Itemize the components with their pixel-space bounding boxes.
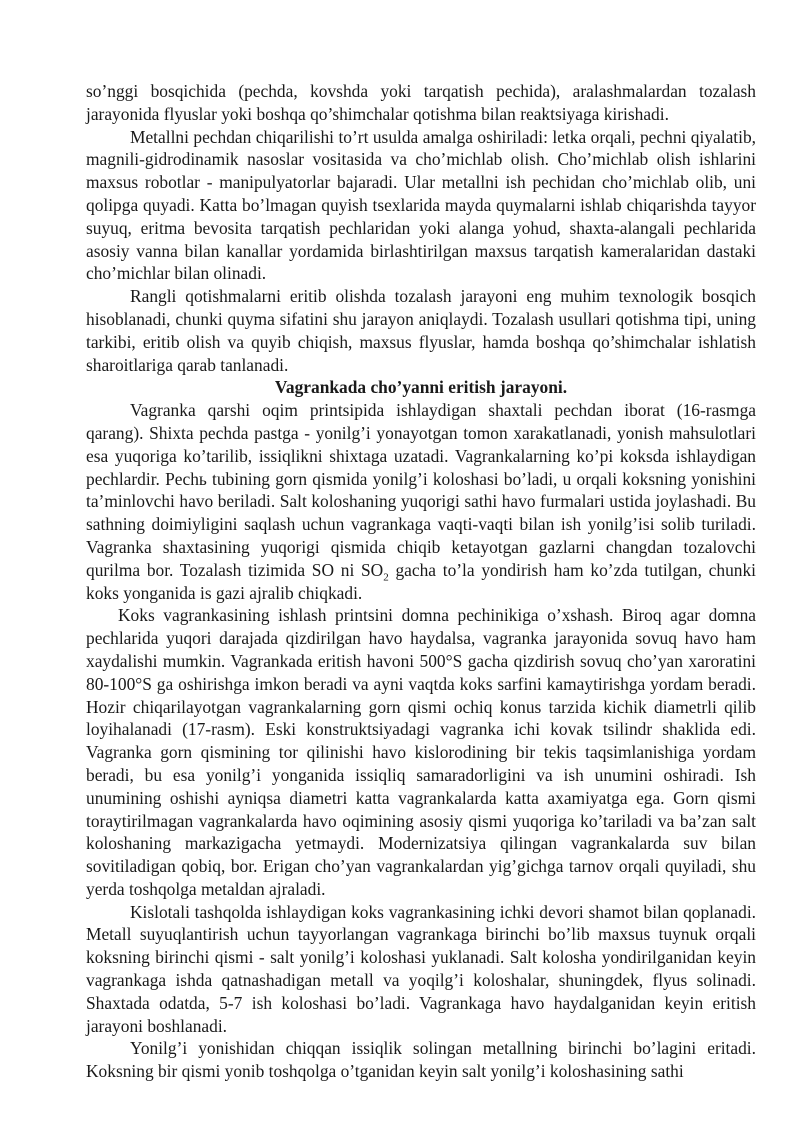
paragraph-4-text-end: gacha to’la yondirish ham ko’zda tutilgan, chunki koks yonganida is gazi ajralib chiqkadi.	[86, 559, 756, 603]
paragraph-4	[86, 399, 756, 604]
paragraph-1: so’nggi bosqichida (pechda, kovshda yoki tarqatish pechida), aralashmalardan tozalash jarayonida flyuslar yoki boshqa qo’shimchalar qotishma bilan reaktsiyaga kirishadi.	[86, 81, 756, 124]
document-page	[86, 80, 756, 1083]
paragraph-5: Koks vagrankasining ishlash printsini domna pechinikiga o’xshash. Biroq agar domna pechlarida yuqori darajada qizdirilgan havo haydalsa, vagranka jarayonida sovuq havo ham xaydalishi mumkin. Vagrankada eritish havoni 500°S gacha qizdirish sovuq cho’yan xaroratini 80-100°S ga oshirishga imkon beradi va ayni vaqtda koks sarfini kamaytirishga yordam beradi. Hozir chiqarilayotgan vagrankalarning gorn qismi ochiq konus tarzida kichik diametrli qilib loyihalanadi (17-rasm). Eski konstruktsiyadagi vagranka ichi kovak tsilindr shaklida edi. Vagranka gorn qismining tor qilinishi havo kislorodining bir tekis taqsimlanishiga yordam beradi, bu esa yonilg’i yonganida issiqliq samaradorligini va ish unumini oshiradi. Ish unumining oshishi ayniqsa diametri katta vagrankalarda katta axamiyatga ega. Gorn qismi toraytirilmagan vagrankalarda havo oqimining asosiy qismi yuqoriga ko’tariladi va ba’zan salt koloshaning markazigacha yetmaydi. Modernizatsiya qilingan vagrankalarda suv bilan sovitiladigan qobiq, bor. Erigan cho’yan vagrankalardan yig’gichga tarnov orqali quyiladi, shu yerda toshqolga metaldan ajraladi.	[86, 605, 756, 899]
paragraph-7: Yonilg’i yonishidan chiqqan issiqlik solingan metallning birinchi bo’lagini eritadi. Koksning bir qismi yonib toshqolga o’tganidan keyin salt yonilg’i koloshasining sathi	[86, 1038, 756, 1082]
section-heading: Vagrankada cho’yanni eritish jarayoni.	[274, 377, 568, 398]
paragraph-2: Metallni pechdan chiqarilishi to’rt usulda amalga oshiriladi: letka orqali, pechni qiyalatib, magnili-gidrodinamik nasoslar vositasida va cho’michlab olish. Cho’michlab olish ishlarini maxsus robotlar - manipulyatorlar bajaradi. Ular metallni ish pechidan cho’michlab olib, uni qolipga quyadi. Katta bo’lmagan quyish tsexlarida mayda quymalarni ishlab chiqarishda tayyor suyuq, eritma bevosita tarqatish pechlaridan yoki alanga yohud, shaxta-alangali pechlarida asosiy vanna bilan kanallar yordamida birlashtirilgan maxsus tarqatish kameralaridan dastaki cho’michlar bilan olinadi.	[86, 126, 756, 284]
subscript-2: 2	[383, 571, 389, 584]
paragraph-3: Rangli qotishmalarni eritib olishda tozalash jarayoni eng muhim texnologik bosqich hisoblanadi, chunki quyma sifatini shu jarayon aniqlaydi. Tozalash usullari qotishma tipi, uning tarkibi, eritib olish va quyib chiqish, maxsus flyuslar, hamda boshqa qo’shimchalar ishlatish sharoitlariga qarab tanlanadi.	[86, 286, 756, 375]
paragraph-4-text: Vagranka qarshi oqim printsipida ishlaydigan shaxtali pechdan iborat (16-rasmga qarang). Shixta pechda pastga - yonilg’i yonayotgan tomon xarakatlanadi, yonish mahsulotlari esa yuqoriga ko’tarilib, issiqlikni shixtaga uzatadi. Vagrankalarning ko’pi koksda ishlaydigan pechlardir. Pechь tubining gorn qismida yonilg’i koloshasi bo’ladi, u orqali koksning yonishini ta’minlovchi havo beriladi. Salt koloshaning yuqorigi sathi havo furmalari ustida joylashadi. Bu sathning doimiyligini saqlash uchun vagrankaga vaqti-vaqti bilan ish yonilg’isi solib turiladi. Vagranka shaxtasining yuqorigi qismida chiqib ketayotgan gazlarni changdan tozalovchi qurilma bor. Tozalash tizimida SO ni SO	[86, 400, 756, 580]
paragraph-6: Kislotali tashqolda ishlaydigan koks vagrankasining ichki devori shamot bilan qoplanadi. Metall suyuqlantirish uchun tayyorlangan vagrankaga birinchi bo’lib maxsus tuynuk orqali koksning birinchi qismi - salt yonilg’i koloshasi yuklanadi. Salt kolosha yondirilganidan keyin vagrankaga ishda qatnashadigan metall va yoqilg’i koloshalar, shuningdek, flyus solinadi. Shaxtada odatda, 5-7 ish koloshasi bo’ladi. Vagrankaga havo haydalganidan keyin eritish jarayoni boshlanadi.	[86, 901, 756, 1036]
